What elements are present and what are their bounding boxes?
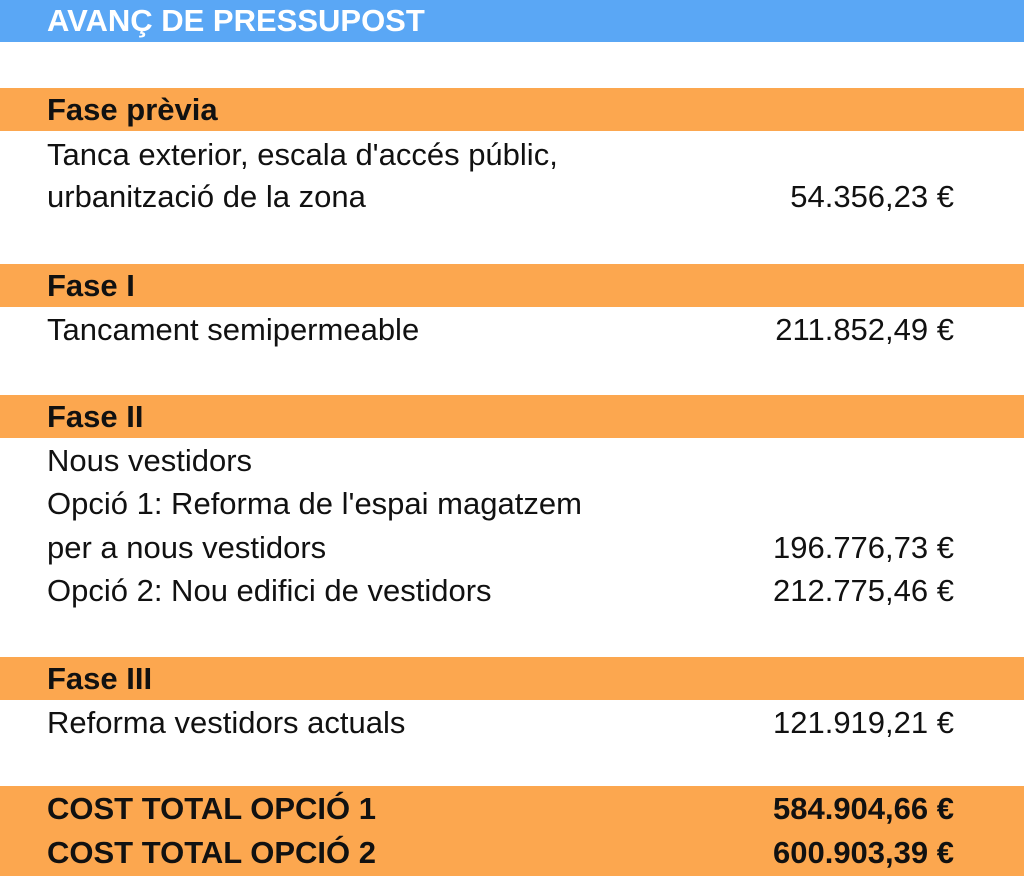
phase-description-line: Reforma vestidors actuals [47, 705, 406, 740]
phase-description-line: Tancament semipermeable [47, 312, 420, 347]
phase-title: Fase I [47, 268, 135, 303]
phase-description-line: urbanització de la zona [47, 179, 366, 214]
phase-header-2 [0, 395, 1024, 438]
phase-amount: 121.919,21 € [772, 705, 954, 740]
total-label-option-2: COST TOTAL OPCIÓ 2 [47, 835, 376, 870]
page-title: AVANÇ DE PRESSUPOST [47, 3, 425, 38]
phase-title: Fase prèvia [47, 92, 218, 127]
total-amount-option-2: 600.903,39 € [772, 835, 954, 870]
phase-amount: 196.776,73 € [772, 530, 954, 565]
phase-description-line: Opció 2: Nou edifici de vestidors [47, 573, 492, 608]
total-label-option-1: COST TOTAL OPCIÓ 1 [47, 791, 376, 826]
phase-amount: 54.356,23 € [790, 179, 954, 214]
phase-header-3 [0, 657, 1024, 700]
phase-description-line: per a nous vestidors [47, 530, 327, 565]
phase-header-1 [0, 264, 1024, 307]
title-bar [0, 0, 1024, 42]
phase-description-line: Nous vestidors [47, 443, 253, 478]
phase-description-line: Opció 1: Reforma de l'espai magatzem [47, 486, 582, 521]
phase-amount: 211.852,49 € [775, 312, 954, 347]
phase-amount: 212.775,46 € [772, 573, 954, 608]
phase-description-line: Tanca exterior, escala d'accés públic, [47, 137, 558, 172]
total-amount-option-1: 584.904,66 € [772, 791, 954, 826]
phase-title: Fase III [47, 661, 153, 696]
phase-title: Fase II [47, 399, 144, 434]
